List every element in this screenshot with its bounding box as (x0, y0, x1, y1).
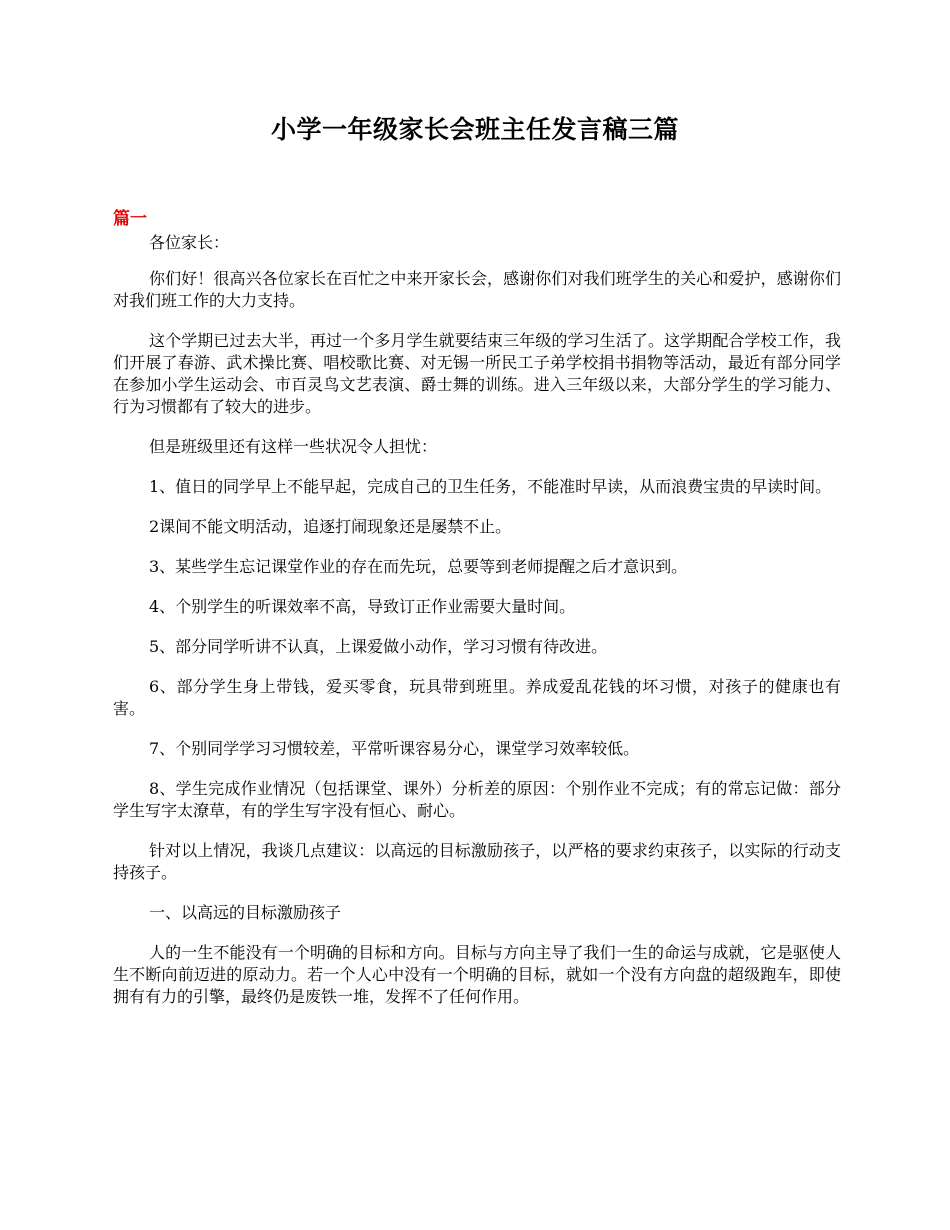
list-item-concern-7: 7、个别同学学习习惯较差，平常听课容易分心，课堂学习效率较低。 (149, 739, 640, 758)
paragraph-intro: 你们好！很高兴各位家长在百忙之中来开家长会，感谢你们对我们班学生的关心和爱护，感谢你们对我们班工作的大力支持。 (113, 269, 841, 310)
paragraph-greeting: 各位家长： (149, 233, 230, 252)
document-title: 小学一年级家长会班主任发言稿三篇 (270, 115, 679, 144)
list-item-concern-2: 2课间不能文明活动，追逐打闹现象还是屡禁不止。 (149, 517, 512, 536)
paragraph-goals: 人的一生不能没有一个明确的目标和方向。目标与方向主导了我们一生的命运与成就，它是驱使人生不断向前迈进的原动力。若一个人心中没有一个明确的目标，就如一个没有方向盘的超级跑车，即使拥有有力的引擎，最终仍是废铁一堆，发挥不了任何作用。 (113, 943, 841, 1006)
list-item-concern-6: 6、部分学生身上带钱，爱买零食，玩具带到班里。养成爱乱花钱的坏习惯，对孩子的健康也有害。 (113, 677, 841, 718)
document-body (113, 232, 841, 1026)
list-item-concern-1: 1、值日的同学早上不能早起，完成自己的卫生任务，不能准时早读，从而浪费宝贵的早读时间。 (149, 477, 832, 496)
list-item-concern-4: 4、个别学生的听课效率不高，导致订正作业需要大量时间。 (149, 597, 576, 616)
paragraph-concerns-heading: 但是班级里还有这样一些状况令人担忧： (149, 437, 438, 456)
list-item-concern-3: 3、某些学生忘记课堂作业的存在而先玩，总要等到老师提醒之后才意识到。 (149, 557, 688, 576)
paragraph-suggestions: 针对以上情况，我谈几点建议：以高远的目标激励孩子，以严格的要求约束孩子，以实际的行动支持孩子。 (113, 841, 841, 882)
section-label: 篇一 (113, 209, 147, 229)
paragraph-semester: 这个学期已过去大半，再过一个多月学生就要结束三年级的学习生活了。这学期配合学校工作，我们开展了春游、武术操比赛、唱校歌比赛、对无锡一所民工子弟学校捐书捐物等活动，最近有部分同学在参加小学生运动会、市百灵鸟文艺表演、爵士舞的训练。进入三年级以来，大部分学生的学习能力、行为习惯都有了较大的进步。 (113, 331, 841, 416)
list-item-concern-5: 5、部分同学听讲不认真，上课爱做小动作，学习习惯有待改进。 (149, 637, 608, 656)
list-item-concern-8: 8、学生完成作业情况（包括课堂、课外）分析差的原因：个别作业不完成；有的常忘记做：部分学生写字太潦草，有的学生写字没有恒心、耐心。 (113, 779, 841, 820)
subheading-goals: 一、以高远的目标激励孩子 (149, 903, 342, 922)
